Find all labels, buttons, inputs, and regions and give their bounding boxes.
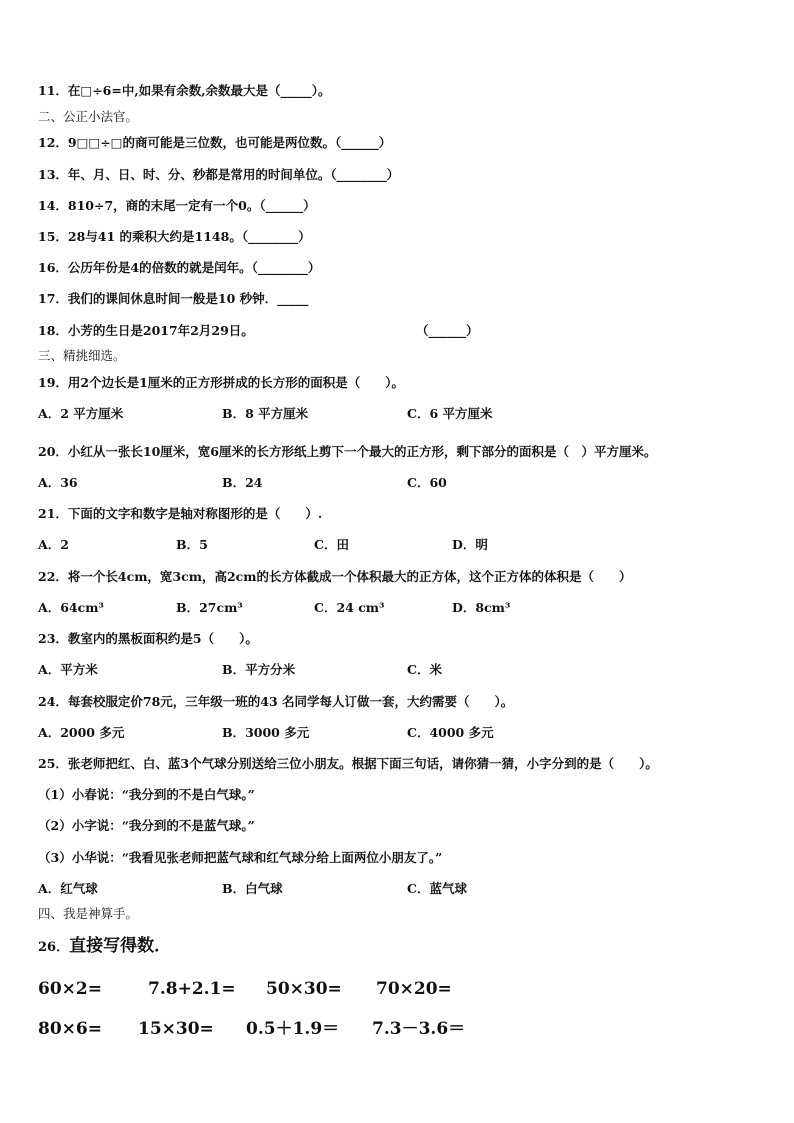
q22-option-a: A．64cm³: [38, 600, 104, 615]
q19-option-b: B．8 平方厘米: [222, 406, 309, 421]
question-18-blank: （______）: [416, 323, 479, 338]
q19-option-c: C．6 平方厘米: [407, 406, 493, 421]
q22-option-c: C．24 cm³: [314, 600, 385, 615]
question-18: 18．小芳的生日是2017年2月29日。: [38, 323, 254, 338]
calc-2-4: 7.3－3.6＝: [372, 1019, 466, 1039]
q20-option-a: A．36: [38, 475, 78, 490]
q25-statement-1: （1）小春说：“我分到的不是白气球。”: [38, 787, 255, 802]
section-2-heading: 二、公正小法官。: [38, 109, 139, 124]
q25-statement-2: （2）小字说：“我分到的不是蓝气球。”: [38, 818, 255, 833]
calc-1-1: 60×2=: [38, 979, 102, 999]
calc-2-1: 80×6=: [38, 1019, 102, 1039]
q23-option-c: C．米: [407, 662, 442, 677]
q23-option-b: B．平方分米: [222, 662, 296, 677]
q21-option-c: C．田: [314, 537, 349, 552]
calc-1-2: 7.8+2.1=: [148, 979, 236, 999]
calc-2-2: 15×30=: [138, 1019, 214, 1039]
question-22: 22．将一个长4cm，宽3cm，高2cm的长方体截成一个体积最大的正方体，这个正方体的体积是（ ）: [38, 569, 632, 584]
question-26: [38, 935, 171, 959]
q24-option-c: C．4000 多元: [407, 725, 494, 740]
question-11: 11．在□÷6=中,如果有余数,余数最大是（_____）。: [38, 83, 331, 98]
calc-1-3: 50×30=: [266, 979, 342, 999]
section-4-heading: 四、我是神算手。: [38, 906, 139, 921]
question-14: 14．810÷7，商的末尾一定有一个0。（______）: [38, 198, 316, 213]
question-12: 12．9□□÷□的商可能是三位数，也可能是两位数。（______）: [38, 135, 392, 150]
question-23: 23．教室内的黑板面积约是5（ ）。: [38, 631, 258, 646]
q21-option-a: A．2: [38, 537, 69, 552]
q20-option-c: C．60: [407, 475, 447, 490]
q22-option-b: B．27cm³: [176, 600, 243, 615]
q19-option-a: A．2 平方厘米: [38, 406, 124, 421]
q21-option-d: D．明: [452, 537, 488, 552]
q24-option-b: B．3000 多元: [222, 725, 310, 740]
question-13: 13．年、月、日、时、分、秒都是常用的时间单位。（________）: [38, 167, 400, 182]
q25-option-b: B．白气球: [222, 881, 283, 896]
calc-1-4: 70×20=: [376, 979, 452, 999]
question-24: 24．每套校服定价78元，三年级一班的43 名同学每人订做一套，大约需要（ ）。: [38, 694, 514, 709]
question-21: 21．下面的文字和数字是轴对称图形的是（ ）.: [38, 506, 323, 521]
question-15: 15．28与41 的乘积大约是1148。（________）: [38, 229, 311, 244]
q20-option-b: B．24: [222, 475, 263, 490]
question-26-number: 26．: [38, 940, 70, 955]
question-19: 19．用2个边长是1厘米的正方形拼成的长方形的面积是（ ）。: [38, 375, 405, 390]
q21-option-b: B．5: [176, 537, 208, 552]
q22-option-d: D．8cm³: [452, 600, 511, 615]
question-17: 17．我们的课间休息时间一般是10 秒钟．_____: [38, 291, 309, 306]
calc-2-3: 0.5＋1.9＝: [246, 1019, 340, 1039]
question-16: 16．公历年份是4的倍数的就是闰年。（________）: [38, 260, 321, 275]
q25-option-c: C．蓝气球: [407, 881, 467, 896]
q25-option-a: A．红气球: [38, 881, 98, 896]
q25-statement-3: （3）小华说：“我看见张老师把蓝气球和红气球分给上面两位小朋友了。”: [38, 850, 443, 865]
question-25: 25．张老师把红、白、蓝3个气球分别送给三位小朋友。根据下面三句话，请你猜一猜，小字分到的是（ ）。: [38, 756, 658, 771]
q24-option-a: A．2000 多元: [38, 725, 125, 740]
section-3-heading: 三、精挑细选。: [38, 348, 126, 363]
question-20: 20．小红从一张长10厘米，宽6厘米的长方形纸上剪下一个最大的正方形，剩下部分的面积是（ ）平方厘米。: [38, 444, 657, 459]
q23-option-a: A．平方米: [38, 662, 98, 677]
question-26-title: 直接写得数．: [69, 936, 172, 956]
